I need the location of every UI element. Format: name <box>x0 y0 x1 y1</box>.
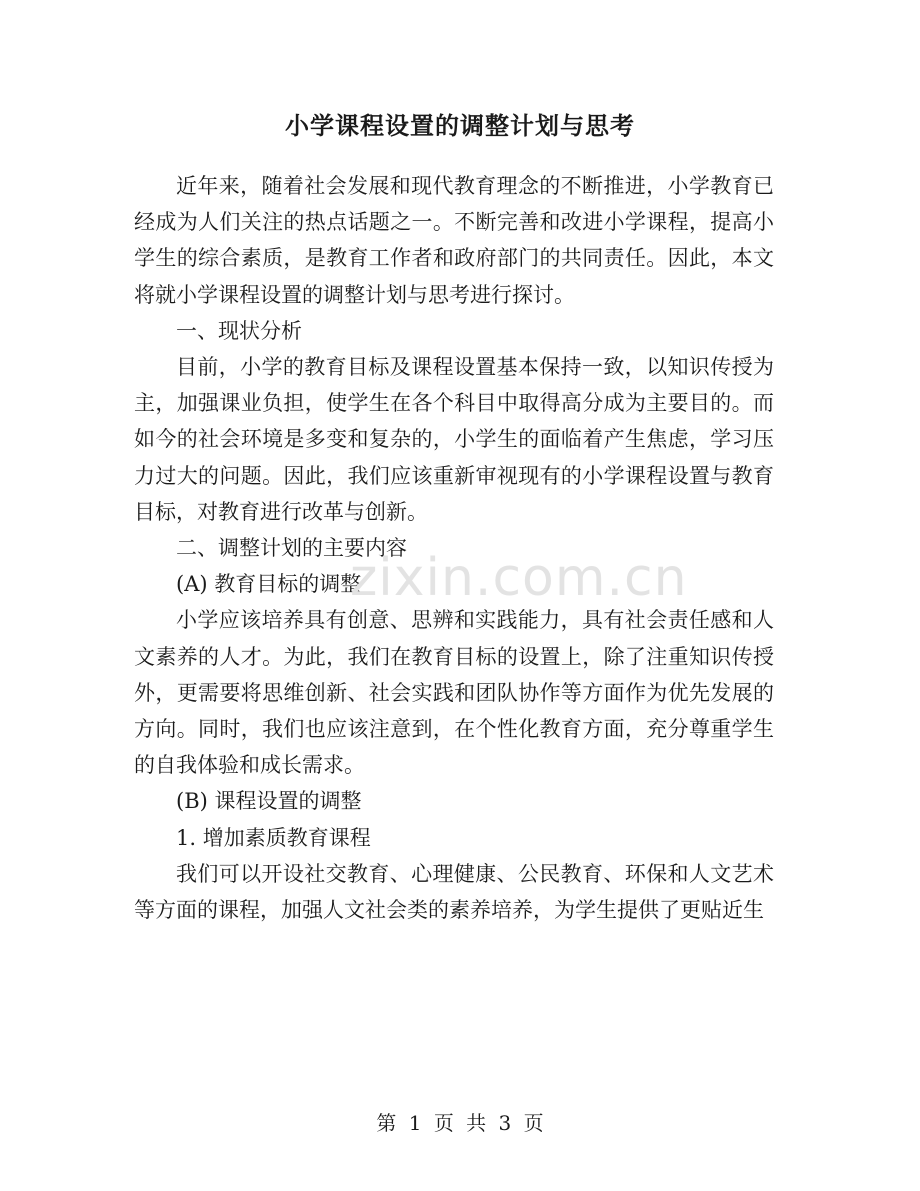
watermark: zixin.com.cn <box>350 548 688 608</box>
subheading-education-goals: (A) 教育目标的调整 <box>176 572 362 597</box>
document-title: 小学课程设置的调整计划与思考 <box>285 111 635 140</box>
subheading-curriculum: (B) 课程设置的调整 <box>176 789 362 814</box>
page-number: 第 1 页 共 3 页 <box>376 1111 544 1135</box>
paragraph-education-goals: 小学应该培养具有创意、思辨和实践能力，具有社会责任感和人文素养的人才。为此，我们在教育目标的设置上，除了注重知识传授外，更需要将思维创新、社会实践和团队协作等方面作为优先发展的方向。同时，我们也应该注意到，在个性化教育方面，充分尊重学生的自我体验和成长需求。 <box>134 608 774 778</box>
heading-status-analysis: 一、现状分析 <box>176 318 302 343</box>
subheading-quality-courses: 1. 增加素质教育课程 <box>176 825 371 850</box>
paragraph-quality-courses: 我们可以开设社交教育、心理健康、公民教育、环保和人文艺术等方面的课程，加强人文社会类的素养培养，为学生提供了更贴近生 <box>134 861 774 923</box>
paragraph-status: 目前，小学的教育目标及课程设置基本保持一致，以知识传授为主，加强课业负担，使学生在各个科目中取得高分成为主要目的。而如今的社会环境是多变和复杂的，小学生的面临着产生焦虑，学习压力过大的问题。因此，我们应该重新审视现有的小学课程设置与教育目标，对教育进行改革与创新。 <box>134 355 774 524</box>
paragraph-intro: 近年来，随着社会发展和现代教育理念的不断推进，小学教育已经成为人们关注的热点话题之一。不断完善和改进小学课程，提高小学生的综合素质，是教育工作者和政府部门的共同责任。因此，本文将就小学课程设置的调整计划与思考进行探讨。 <box>134 174 774 307</box>
heading-adjustment-plan: 二、调整计划的主要内容 <box>176 536 407 561</box>
document-body <box>134 168 774 928</box>
